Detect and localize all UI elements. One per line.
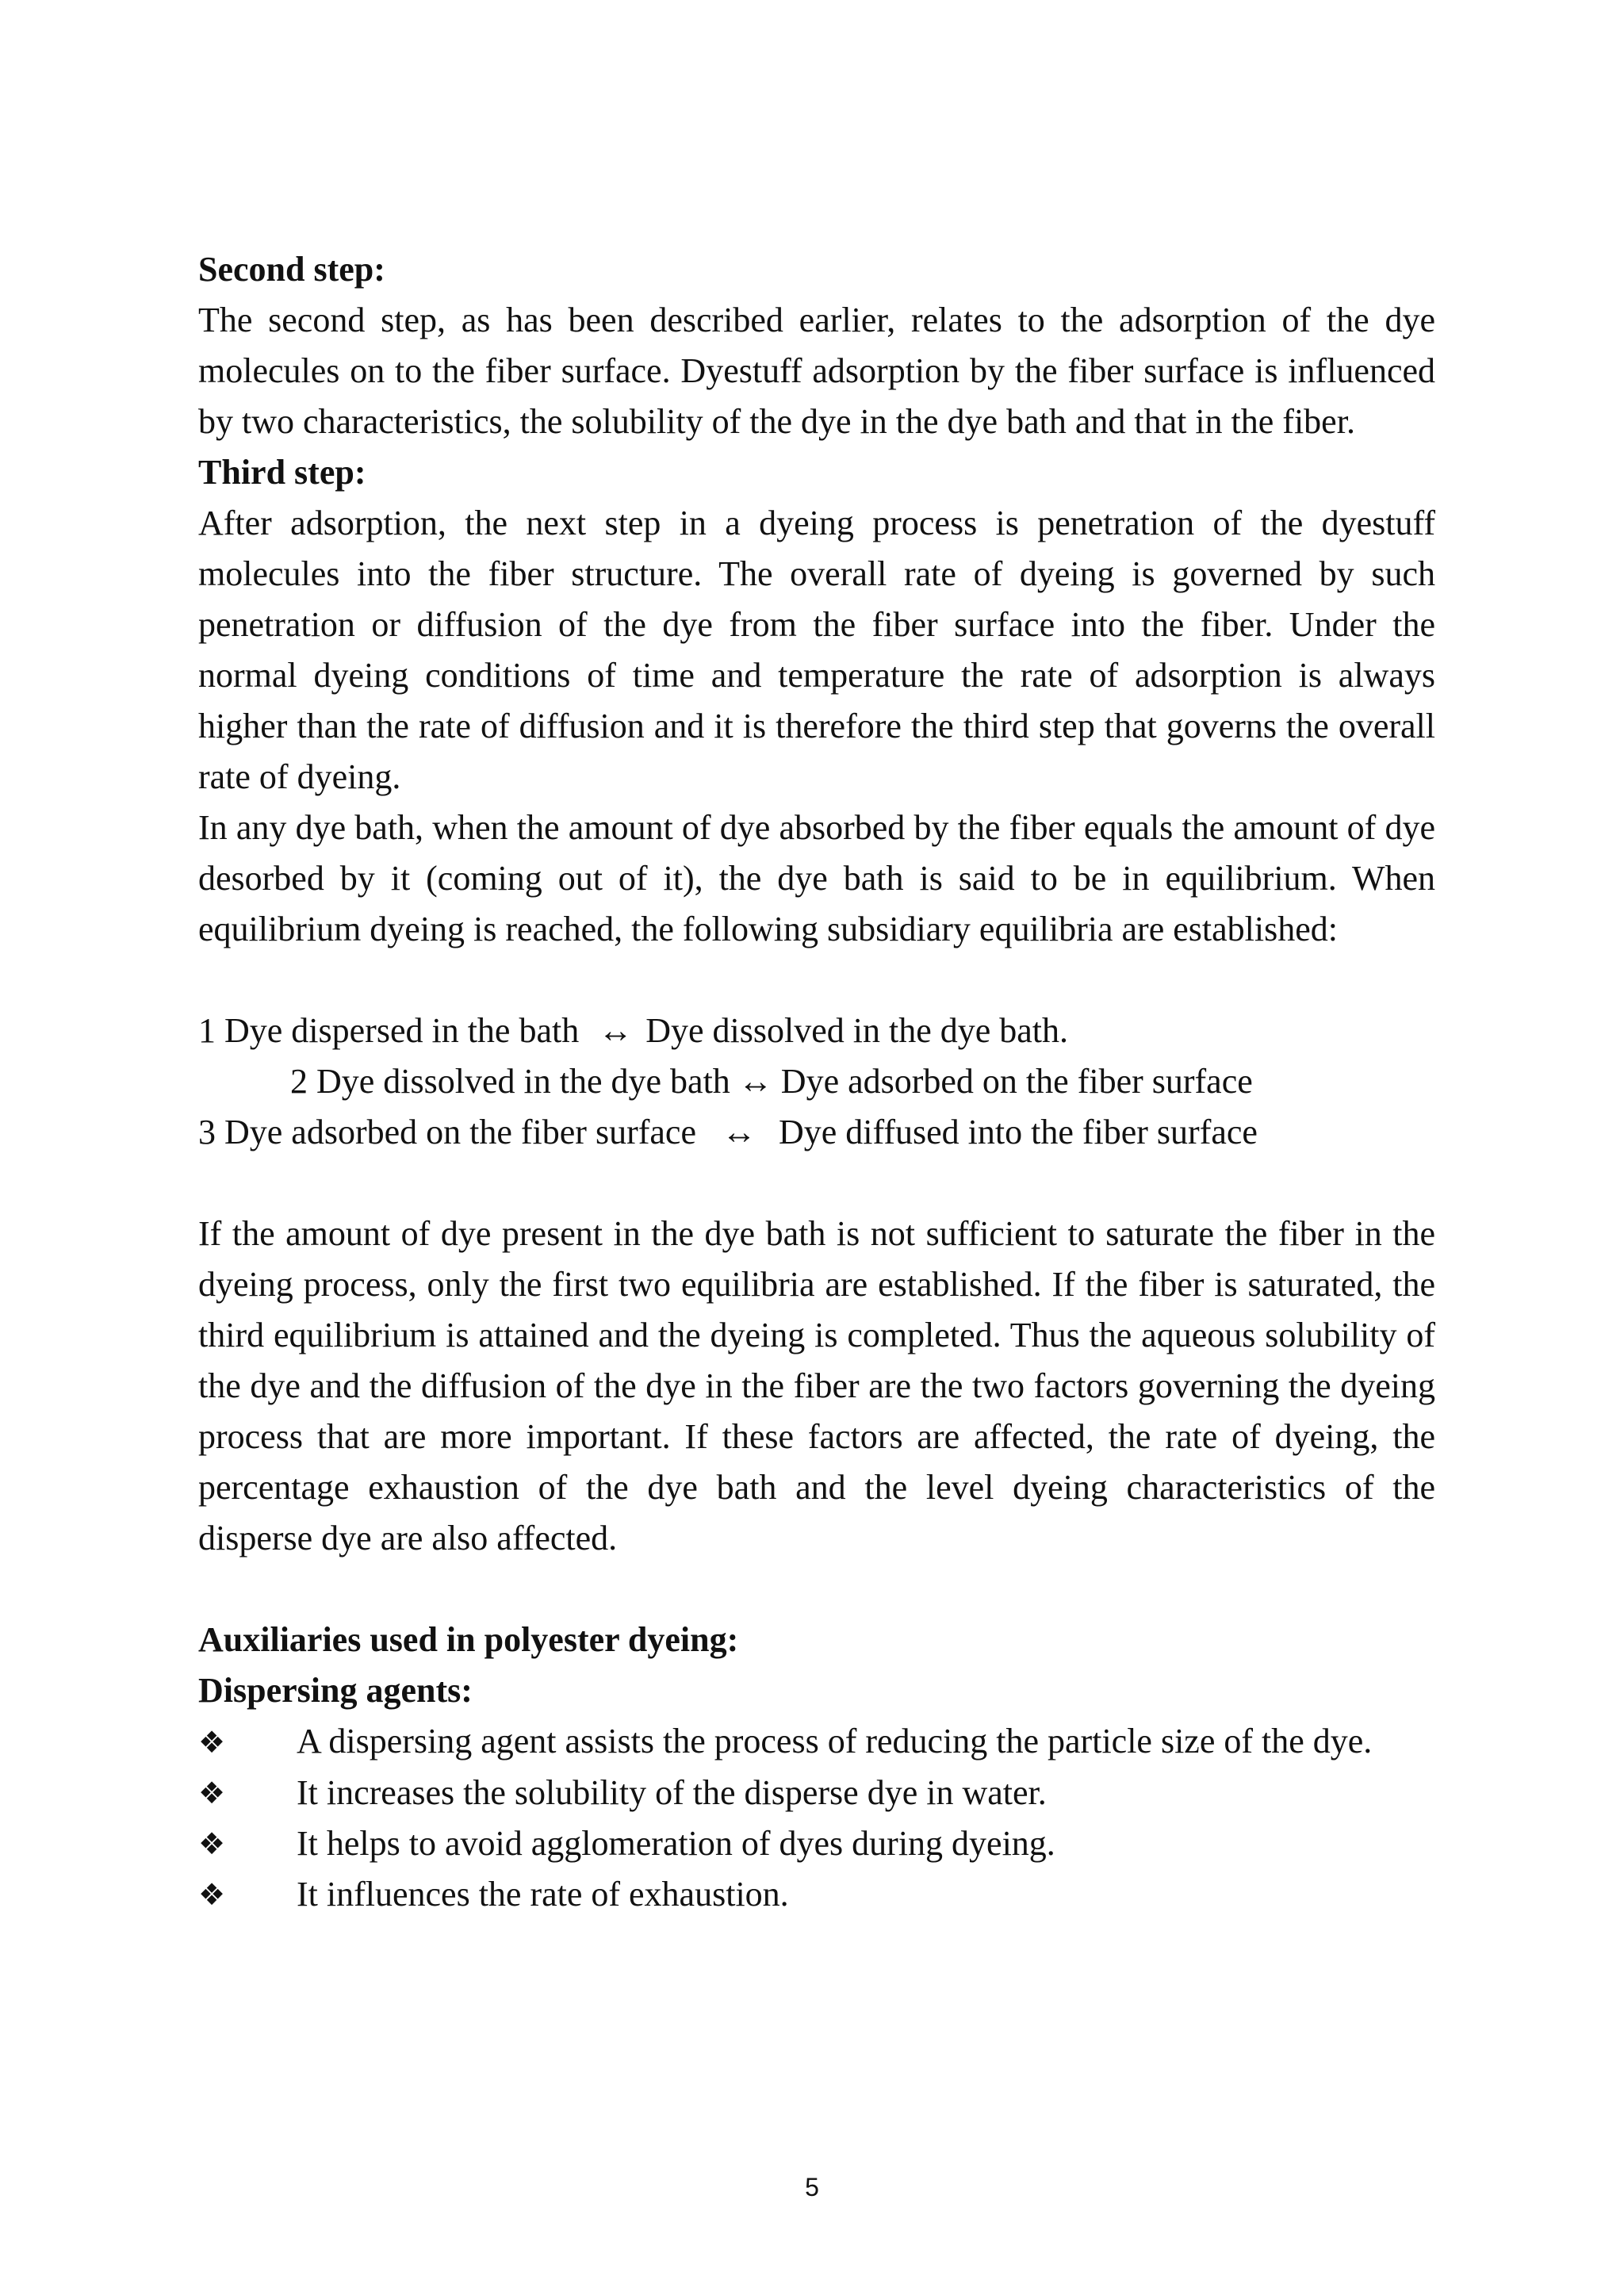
diamond-flower-bullet-icon: ❖ bbox=[198, 1725, 226, 1760]
diamond-flower-bullet-icon: ❖ bbox=[198, 1776, 226, 1810]
auxiliaries-heading: Auxiliaries used in polyester dyeing: bbox=[198, 1620, 739, 1659]
list-item bbox=[198, 1869, 1435, 1920]
equilibrium-paragraph: In any dye bath, when the amount of dye absorbed by the fiber equals the amount of dye desorbed by it (coming out of it), the dye bath is said to be in equilibrium. When equilibrium dyeing is reached, the following subsidiary equilibria are established: bbox=[198, 808, 1435, 948]
diamond-flower-bullet-icon: ❖ bbox=[198, 1826, 226, 1861]
third-step-paragraph: After adsorption, the next step in a dyeing process is penetration of the dyestuff molecules into the fiber structure. The overall rate of dyeing is governed by such penetration or diffusion of the dye from the fiber surface into the fiber. Under the normal dyeing conditions of time and temperature the rate of adsorption is always higher than the rate of diffusion and it is therefore the third step that governs the overall rate of dyeing. bbox=[198, 504, 1435, 796]
second-step-heading: Second step: bbox=[198, 250, 385, 289]
dispersing-agents-list bbox=[198, 1716, 1435, 1920]
saturation-paragraph: If the amount of dye present in the dye bath is not sufficient to saturate the fiber in the dyeing process, only the first two equilibria are established. If the fiber is saturated, the third equilibrium is attained and the dyeing is completed. Thus the aqueous solubility of the dye and the diffusion of the dye in the fiber are the two factors governing the dyeing process that are more important. If these factors are affected, the rate of dyeing, the percentage exhaustion of the dye bath and the level dyeing characteristics of the disperse dye are also affected. bbox=[198, 1214, 1435, 1557]
left-right-arrow-icon: ↔ bbox=[737, 1062, 773, 1101]
list-item-text: A dispersing agent assists the process of reducing the particle size of the dye. bbox=[297, 1722, 1373, 1761]
equilibrium-line-3 bbox=[198, 1107, 1435, 1158]
spacer bbox=[198, 1564, 1435, 1615]
equilibria-list bbox=[198, 1006, 1435, 1158]
list-item-text: It helps to avoid agglomeration of dyes during dyeing. bbox=[297, 1824, 1055, 1863]
spacer bbox=[198, 955, 1435, 1006]
equilibrium-line-2 bbox=[198, 1056, 1435, 1107]
equilibrium-left: 3 Dye adsorbed on the fiber surface bbox=[198, 1113, 696, 1151]
spacer bbox=[198, 1158, 1435, 1209]
diamond-flower-bullet-icon: ❖ bbox=[198, 1877, 226, 1912]
list-item-text: It increases the solubility of the disperse dye in water. bbox=[297, 1773, 1047, 1812]
list-item bbox=[198, 1818, 1435, 1869]
list-item bbox=[198, 1768, 1435, 1818]
list-item bbox=[198, 1716, 1435, 1768]
dispersing-agents-heading: Dispersing agents: bbox=[198, 1671, 473, 1710]
second-step-paragraph: The second step, as has been described earlier, relates to the adsorption of the dye molecules on to the fiber surface. Dyestuff adsorption by the fiber surface is influenced by two characteristics, the solubility of the dye in the dye bath and that in the fiber. bbox=[198, 301, 1435, 441]
equilibrium-line-1 bbox=[198, 1006, 1435, 1056]
list-item-text: It influences the rate of exhaustion. bbox=[297, 1875, 789, 1914]
equilibrium-left: 2 Dye dissolved in the dye bath bbox=[290, 1062, 730, 1101]
document-page bbox=[198, 244, 1435, 1920]
equilibrium-left: 1 Dye dispersed in the bath bbox=[198, 1011, 580, 1050]
left-right-arrow-icon: ↔ bbox=[721, 1113, 756, 1151]
third-step-heading: Third step: bbox=[198, 453, 366, 492]
left-right-arrow-icon: ↔ bbox=[598, 1011, 634, 1050]
equilibrium-right: Dye adsorbed on the fiber surface bbox=[780, 1062, 1253, 1101]
equilibrium-right: Dye dissolved in the dye bath. bbox=[645, 1011, 1069, 1050]
equilibrium-right: Dye diffused into the fiber surface bbox=[778, 1113, 1258, 1151]
page-number: 5 bbox=[805, 2173, 819, 2201]
